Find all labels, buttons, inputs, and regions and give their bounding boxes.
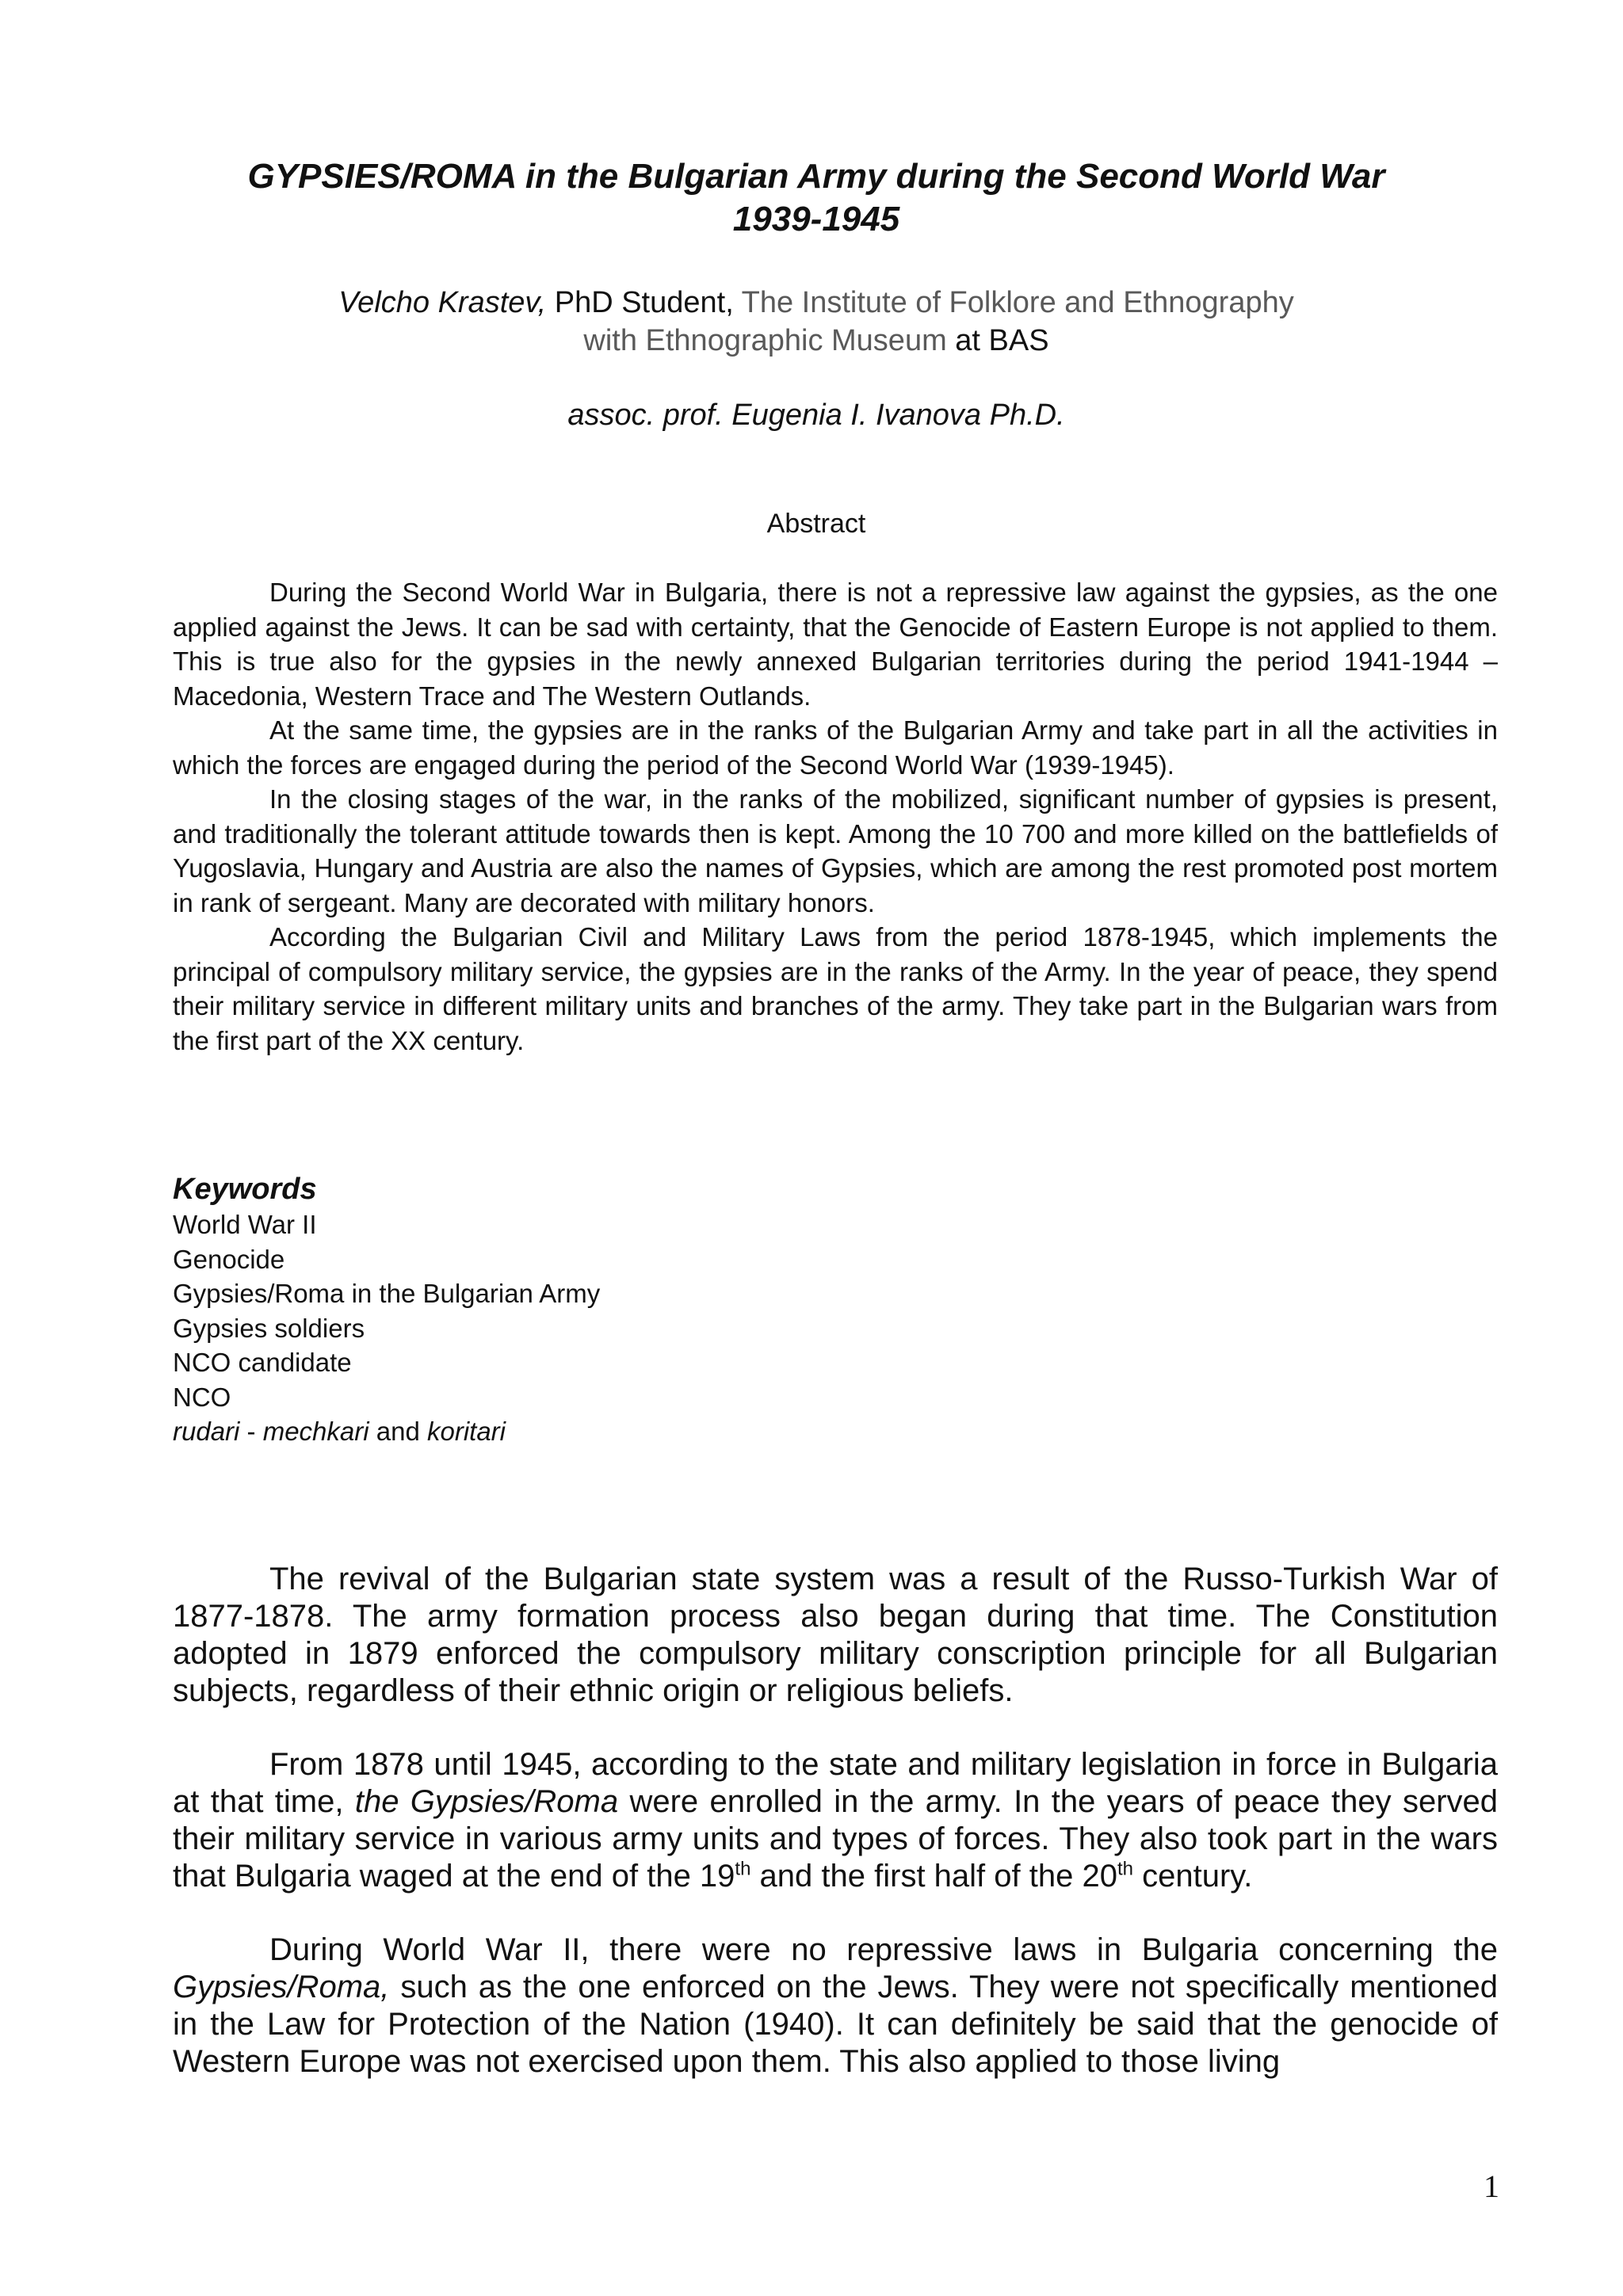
body-paragraph-3 bbox=[173, 1932, 1498, 2081]
paper-title bbox=[158, 155, 1474, 241]
author-1-block bbox=[158, 284, 1474, 360]
body-text: From 1878 until 1945, according to the state and military legislation in force in Bulgaria at that time, bbox=[173, 1747, 1498, 1819]
keyword-item: Gypsies soldiers bbox=[173, 1313, 365, 1343]
author-1-role: PhD Student, bbox=[554, 286, 734, 319]
body-paragraph-2 bbox=[173, 1746, 1498, 1895]
keywords-section bbox=[173, 1171, 1124, 1449]
abstract-heading: Abstract bbox=[766, 509, 866, 539]
keyword-item: Gypsies/Roma in the Bulgarian Army bbox=[173, 1279, 601, 1308]
abstract-paragraph-4: According the Bulgarian Civil and Military Laws from the period 1878-1945, which implements the principal of compulsory military service, the gypsies are in the ranks of the Army. In the year of peace, they spend their military service in different military units and branches of the army. They take part in the Bulgarian wars from the first part of the XX century. bbox=[173, 922, 1498, 1055]
superscript: th bbox=[735, 1858, 751, 1880]
author-1-name: Velcho Krastev, bbox=[338, 286, 547, 319]
keyword-item: NCO candidate bbox=[173, 1348, 352, 1377]
keyword-rudari: rudari bbox=[173, 1417, 240, 1446]
keyword-and: and bbox=[369, 1417, 427, 1446]
abstract-paragraph-2: At the same time, the gypsies are in the ranks of the Bulgarian Army and take part in all the activities in which the forces are engaged during the period of the Second World War (1939-1945). bbox=[173, 715, 1498, 780]
main-body bbox=[173, 1561, 1498, 2117]
body-text-italic: the Gypsies/Roma bbox=[354, 1784, 619, 1819]
title-line-2: 1939-1945 bbox=[732, 200, 900, 238]
keyword-item: NCO bbox=[173, 1382, 231, 1412]
keyword-item-rudari bbox=[173, 1414, 1124, 1449]
abstract-paragraph-1: During the Second World War in Bulgaria, there is not a repressive law against the gypsies, as the one applied against the Jews. It can be sad with certainty, that the Genocide of Eastern Europe is not applied to them. This is true also for the gypsies in the newly annexed Bulgarian territories during the period 1941-1944 – Macedonia, Western Trace and The Western Outlands. bbox=[173, 578, 1498, 711]
keyword-item: Genocide bbox=[173, 1244, 285, 1274]
body-text: century. bbox=[1132, 1859, 1253, 1894]
body-text-italic: Gypsies/Roma, bbox=[173, 1970, 390, 2004]
abstract-paragraph-3: In the closing stages of the war, in the ranks of the mobilized, significant number of gypsies is present, and traditionally the tolerant attitude towards then is kept. Among the 10 700 and more killed on the battlefields of Yugoslavia, Hungary and Austria are also the names of Gypsies, which are among the rest promoted post mortem in rank of sergeant. Many are decorated with military honors. bbox=[173, 784, 1498, 917]
body-text: and the first half of the 20 bbox=[750, 1859, 1117, 1894]
keyword-koritari: koritari bbox=[426, 1417, 506, 1446]
author-1-affiliation-suffix: at BAS bbox=[955, 324, 1049, 357]
body-text: During World War II, there were no repressive laws in Bulgaria concerning the bbox=[269, 1932, 1498, 1967]
body-text: such as the one enforced on the Jews. They were not specifically mentioned in the Law for Protection of the Nation (1940). It can definitely be said that the genocide of Western Europe was not exercised upon them. This also applied to those living bbox=[173, 1970, 1498, 2079]
abstract-body bbox=[173, 575, 1498, 1058]
author-1-institute-line-1: The Institute of Folklore and Ethnography bbox=[741, 286, 1294, 319]
keyword-mechkari: mechkari bbox=[262, 1417, 369, 1446]
keyword-separator: - bbox=[239, 1417, 263, 1446]
body-text: were enrolled in the army. In the years of peace they served their military service in various army units and types of forces. They also took part in the wars that Bulgaria waged at the end of the 19 bbox=[173, 1784, 1499, 1894]
author-2-name: assoc. prof. Eugenia I. Ivanova Ph.D. bbox=[567, 399, 1065, 432]
body-paragraph-1: The revival of the Bulgarian state system was a result of the Russo-Turkish War of 1877-1878. The army formation process also began during that time. The Constitution adopted in 1879 enforced the compulsory military conscription principle for all Bulgarian subjects, regardless of their ethnic origin or religious beliefs. bbox=[173, 1562, 1498, 1708]
page-number: 1 bbox=[1484, 2168, 1499, 2204]
keyword-item: World War II bbox=[173, 1210, 317, 1239]
author-1-institute-line-2: with Ethnographic Museum bbox=[583, 324, 947, 357]
keywords-heading: Keywords bbox=[173, 1173, 317, 1206]
title-line-1: GYPSIES/ROMA in the Bulgarian Army during the Second World War bbox=[247, 157, 1385, 196]
superscript: th bbox=[1117, 1858, 1133, 1880]
